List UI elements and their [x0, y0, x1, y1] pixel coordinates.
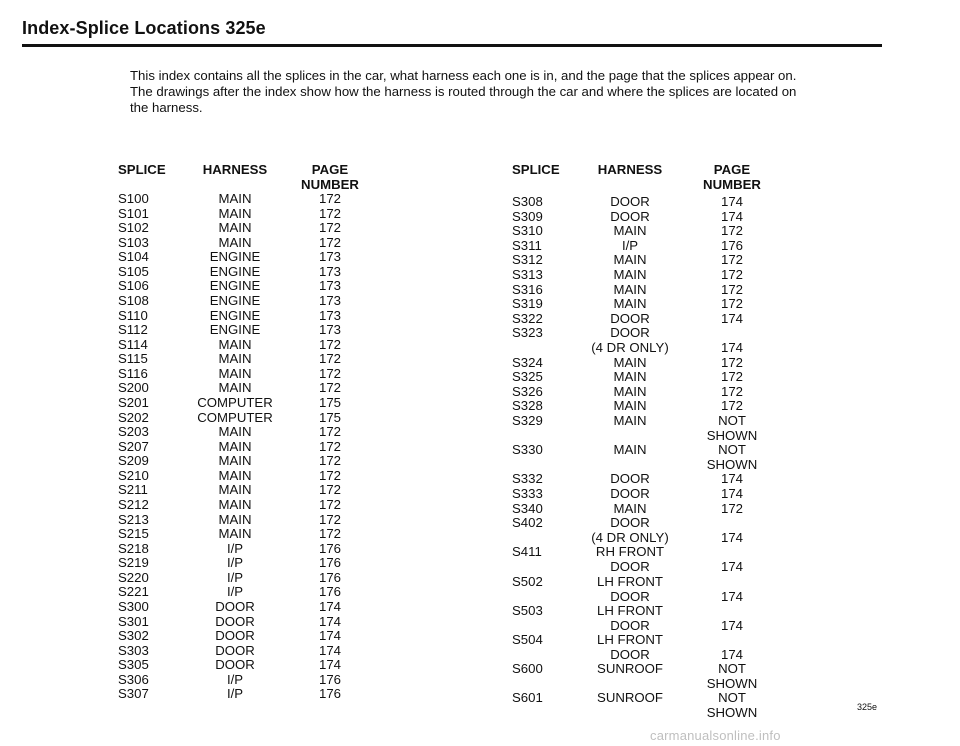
page-number: 172 [720, 354, 743, 370]
splice-id: S305 [118, 657, 149, 673]
page-number: 172 [318, 351, 341, 367]
page-number: 176 [318, 671, 341, 687]
splice-id: S308 [512, 194, 543, 209]
splice-id: S101 [118, 205, 149, 221]
splice-id: S330 [512, 442, 543, 458]
harness-name: MAIN [613, 442, 647, 458]
splice-id: S307 [118, 686, 149, 702]
harness-name: LH FRONT DOOR [597, 602, 663, 633]
page-number: 172 [720, 500, 743, 516]
splice-id: S326 [512, 383, 543, 399]
page-number: 174 [720, 588, 743, 604]
harness-name: DOOR [610, 194, 650, 209]
page-number: 172 [720, 398, 743, 414]
page-number: 172 [318, 496, 341, 512]
splice-id: S316 [512, 281, 543, 297]
page-number: 174 [720, 559, 743, 575]
page-number: 176 [318, 686, 341, 702]
page-number: 176 [318, 540, 341, 556]
harness-name: I/P [226, 569, 244, 585]
harness-name: MAIN [218, 351, 252, 367]
splice-id: S502 [512, 573, 543, 589]
header-harness: HARNESS [597, 162, 663, 177]
harness-name: MAIN [218, 336, 252, 352]
page-number: 174 [720, 486, 743, 501]
splice-id: S102 [118, 220, 149, 236]
splice-id: S112 [118, 322, 148, 338]
splice-id: S103 [118, 234, 149, 250]
page-number: 172 [720, 252, 743, 268]
page-number: 172 [318, 482, 341, 498]
harness-name: MAIN [218, 365, 252, 381]
splice-id: S319 [512, 296, 543, 312]
page-number: 174 [720, 617, 743, 633]
harness-name: I/P [226, 584, 244, 600]
splice-id: S212 [118, 496, 149, 512]
page-number: 174 [318, 613, 341, 629]
page-number: 172 [720, 281, 743, 297]
page-number: 172 [318, 380, 341, 396]
splice-id: S303 [118, 642, 149, 658]
page-number: 172 [318, 467, 341, 483]
harness-name: MAIN [218, 453, 252, 469]
page-number: 172 [318, 438, 341, 454]
harness-name: MAIN [218, 467, 252, 483]
harness-name: SUNROOF [597, 661, 663, 677]
header-page-number: PAGE NUMBER [301, 162, 359, 192]
splice-id: S312 [512, 252, 543, 268]
harness-name: LH FRONT DOOR [597, 632, 663, 662]
page-number: NOT SHOWN [706, 442, 758, 473]
page-number: 174 [318, 657, 341, 673]
splice-id: S202 [118, 409, 149, 425]
harness-name: I/P [226, 555, 244, 571]
splice-id: S503 [512, 602, 543, 618]
page-number: 172 [720, 223, 743, 239]
page-number: 174 [720, 340, 743, 356]
page-code: 325e [857, 702, 878, 712]
harness-name: MAIN [218, 234, 252, 250]
splice-id: S219 [118, 555, 149, 571]
page-number: 172 [318, 191, 341, 206]
page-number: 175 [318, 394, 341, 410]
splice-id: S201 [118, 394, 149, 410]
harness-name: SUNROOF [597, 690, 663, 706]
harness-name: MAIN [613, 413, 647, 428]
page-number: 174 [720, 194, 743, 209]
page-number: NOT SHOWN [706, 690, 758, 721]
harness-name: MAIN [613, 252, 647, 268]
harness-name: ENGINE [209, 292, 261, 308]
harness-name: COMPUTER [197, 409, 273, 425]
harness-name: MAIN [218, 191, 252, 206]
harness-name: MAIN [218, 380, 252, 396]
page-number: 172 [318, 365, 341, 381]
splice-id: S221 [118, 584, 149, 600]
harness-name: ENGINE [209, 249, 261, 265]
watermark: carmanualsonline.info [650, 728, 781, 743]
splice-id: S100 [118, 191, 149, 206]
splice-id: S411 [512, 544, 542, 560]
splice-id: S309 [512, 208, 543, 224]
harness-name: MAIN [218, 511, 252, 527]
splice-id: S322 [512, 310, 543, 326]
splice-id: S301 [118, 613, 149, 629]
harness-name: ENGINE [209, 322, 261, 338]
harness-name: MAIN [613, 223, 647, 239]
intro-paragraph: This index contains all the splices in the car, what harness each one is in, and the page that the splices appear on. The drawings after the index show how the harness is routed through the car and where the splices are located on the harness. [130, 68, 797, 115]
header-splice: SPLICE [118, 162, 166, 177]
splice-id: S110 [118, 307, 148, 323]
page-number: 174 [720, 310, 743, 326]
page-number: 174 [720, 530, 743, 546]
splice-id: S108 [118, 292, 149, 308]
splice-id: S105 [118, 263, 149, 279]
splice-id: S601 [512, 690, 543, 706]
page-number: 176 [318, 569, 341, 585]
page-number: 173 [318, 322, 341, 338]
harness-name: MAIN [218, 205, 252, 221]
harness-name: MAIN [218, 482, 252, 498]
splice-id: S211 [118, 482, 148, 498]
header-splice: SPLICE [512, 162, 560, 177]
splice-id: S218 [118, 540, 149, 556]
harness-name: DOOR [215, 613, 255, 629]
header-harness: HARNESS [202, 162, 268, 177]
harness-name: DOOR [610, 208, 650, 224]
splice-id: S310 [512, 223, 543, 239]
harness-name: DOOR [215, 642, 255, 658]
splice-id: S200 [118, 380, 149, 396]
page-number: 172 [318, 205, 341, 221]
splice-id: S210 [118, 467, 149, 483]
harness-name: I/P [226, 671, 244, 687]
harness-name: I/P [226, 540, 244, 556]
harness-name: DOOR (4 DR ONLY) [591, 515, 669, 546]
harness-name: MAIN [613, 354, 647, 370]
page-number: 172 [318, 220, 341, 236]
page-number: 172 [318, 234, 341, 250]
harness-name: MAIN [613, 398, 647, 414]
harness-name: DOOR [610, 486, 650, 501]
splice-id: S313 [512, 267, 543, 282]
harness-name: I/P [226, 686, 244, 702]
page-number: 172 [318, 526, 341, 542]
splice-id: S104 [118, 249, 149, 265]
page-number: 172 [318, 453, 341, 469]
page-number: 173 [318, 278, 341, 294]
harness-name: MAIN [218, 220, 252, 236]
splice-id: S300 [118, 598, 149, 614]
splice-id: S215 [118, 526, 149, 542]
page-number: 173 [318, 263, 341, 279]
page-number: 174 [720, 647, 743, 662]
page-number: 174 [318, 628, 341, 644]
page-number: 176 [720, 237, 743, 253]
splice-id: S340 [512, 500, 543, 516]
page-number: 174 [720, 471, 743, 487]
page-number: 172 [318, 424, 341, 440]
page-number: 175 [318, 409, 341, 425]
page-number: 174 [318, 598, 341, 614]
title-rule [22, 44, 882, 47]
harness-name: RH FRONT DOOR [595, 544, 665, 575]
harness-name: MAIN [218, 424, 252, 440]
splice-id: S329 [512, 413, 543, 428]
splice-id: S114 [118, 336, 148, 352]
splice-id: S504 [512, 632, 543, 647]
page-number: 176 [318, 584, 341, 600]
splice-id: S209 [118, 453, 149, 469]
harness-name: MAIN [613, 267, 647, 282]
page-title: Index-Splice Locations 325e [22, 18, 266, 38]
splice-id: S402 [512, 515, 543, 531]
splice-id: S115 [118, 351, 148, 367]
harness-name: MAIN [613, 281, 647, 297]
splice-id: S106 [118, 278, 149, 294]
splice-id: S325 [512, 369, 543, 385]
harness-name: MAIN [218, 438, 252, 454]
harness-name: MAIN [218, 526, 252, 542]
harness-name: DOOR [610, 471, 650, 487]
splice-id: S116 [118, 365, 148, 381]
page-number: 172 [720, 296, 743, 312]
splice-id: S306 [118, 671, 149, 687]
harness-name: DOOR [610, 310, 650, 326]
harness-name: ENGINE [209, 263, 261, 279]
page-number: 176 [318, 555, 341, 571]
page-number: 174 [318, 642, 341, 658]
splice-id: S203 [118, 424, 149, 440]
harness-name: MAIN [218, 496, 252, 512]
splice-id: S332 [512, 471, 543, 487]
harness-name: MAIN [613, 500, 647, 516]
page-number: NOT SHOWN [706, 413, 758, 443]
harness-name: COMPUTER [197, 394, 273, 410]
page-number: 173 [318, 249, 341, 265]
page-number: 172 [720, 383, 743, 399]
page-number: 173 [318, 307, 341, 323]
splice-id: S213 [118, 511, 149, 527]
harness-name: DOOR (4 DR ONLY) [591, 325, 669, 356]
page-number: 172 [720, 369, 743, 385]
splice-id: S207 [118, 438, 149, 454]
page-number: 172 [318, 511, 341, 527]
harness-name: MAIN [613, 383, 647, 399]
header-page-number: PAGE NUMBER [703, 162, 761, 192]
splice-id: S600 [512, 661, 543, 677]
harness-name: DOOR [215, 628, 255, 644]
page-number: NOT SHOWN [706, 661, 758, 692]
splice-id: S324 [512, 354, 543, 370]
page-number: 172 [720, 267, 743, 282]
page-number: 174 [720, 208, 743, 224]
harness-name: ENGINE [209, 278, 261, 294]
splice-id: S220 [118, 569, 149, 585]
page-number: 173 [318, 292, 341, 308]
harness-name: LH FRONT DOOR [597, 573, 663, 604]
splice-id: S311 [512, 237, 542, 253]
harness-name: I/P [621, 237, 639, 253]
harness-name: MAIN [613, 296, 647, 312]
harness-name: DOOR [215, 657, 255, 673]
harness-name: DOOR [215, 598, 255, 614]
splice-id: S323 [512, 325, 543, 341]
splice-id: S333 [512, 486, 543, 501]
harness-name: MAIN [613, 369, 647, 385]
splice-id: S328 [512, 398, 543, 414]
harness-name: ENGINE [209, 307, 261, 323]
splice-id: S302 [118, 628, 149, 644]
page-number: 172 [318, 336, 341, 352]
